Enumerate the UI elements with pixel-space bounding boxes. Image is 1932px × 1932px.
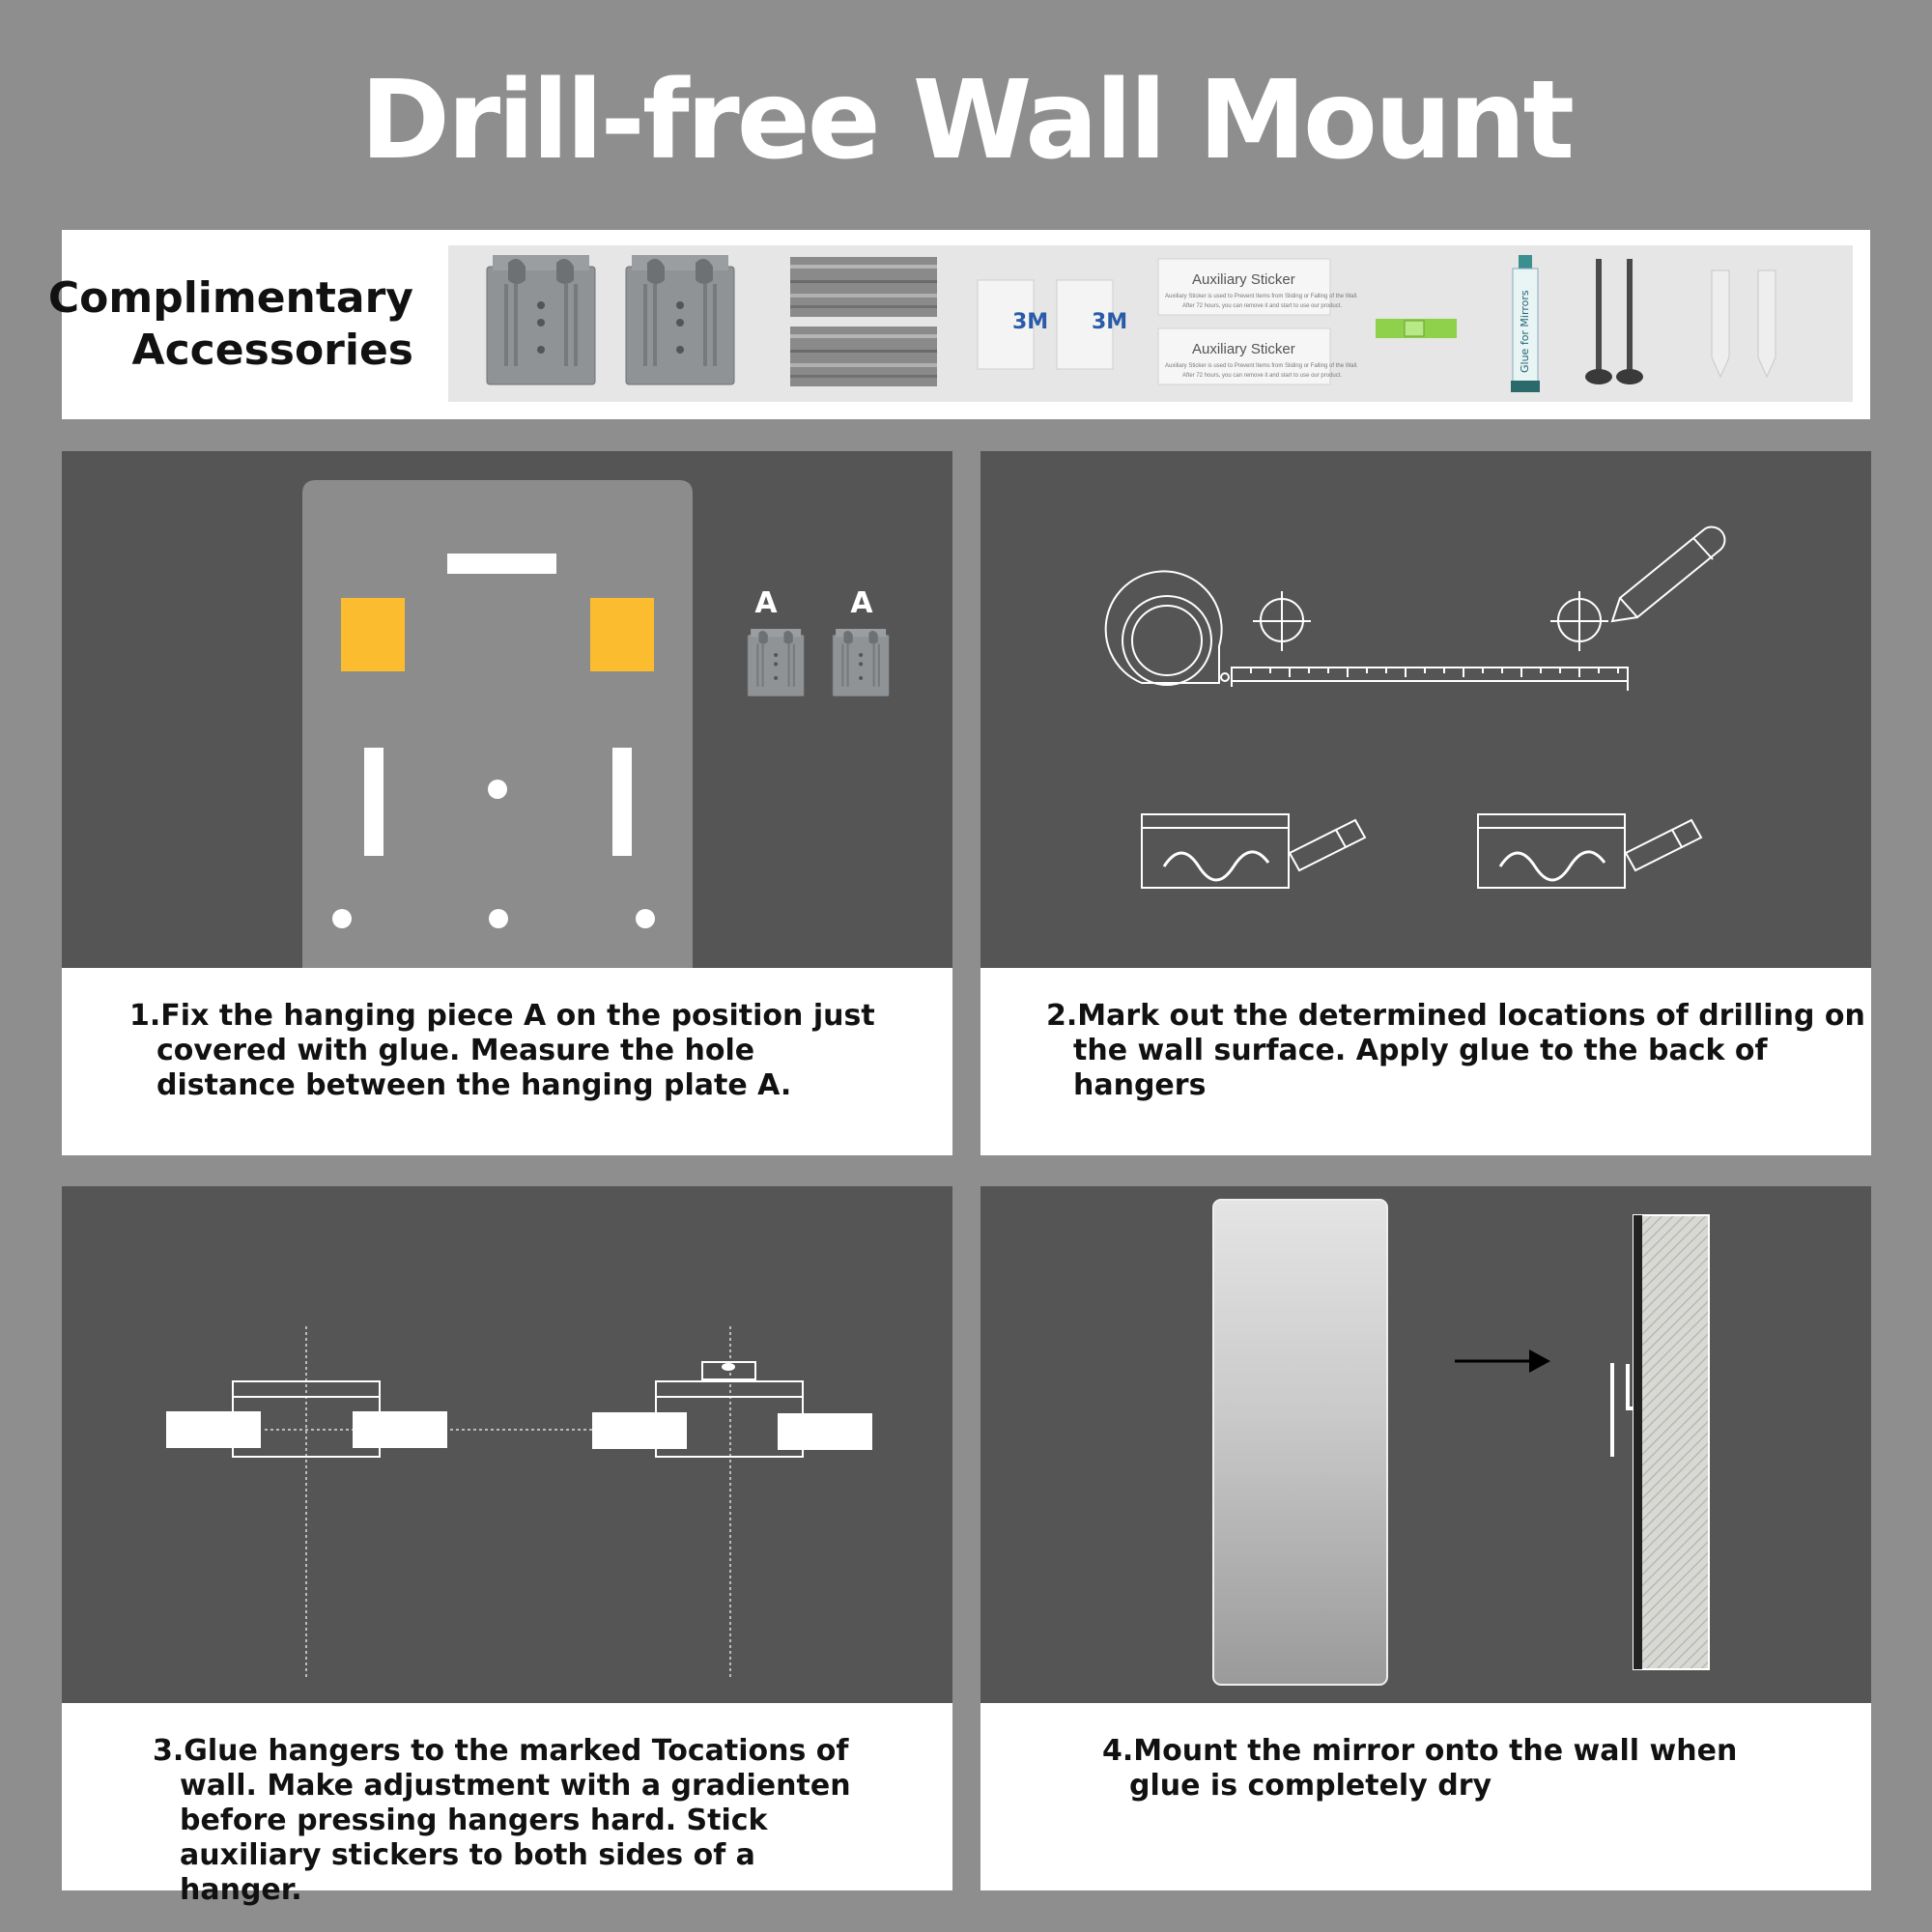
svg-text:Glue for Mirrors: Glue for Mirrors bbox=[1519, 290, 1531, 373]
step-2-panel bbox=[980, 451, 1871, 1155]
hanger-outline bbox=[233, 1362, 803, 1457]
tape-measure-icon bbox=[1106, 571, 1628, 691]
mirror-side-view bbox=[1612, 1215, 1709, 1669]
crosshair-icon bbox=[1253, 591, 1311, 651]
svg-text:After 72 hours, you can remove: After 72 hours, you can remove it and start to use our product. bbox=[1182, 303, 1343, 309]
piece-a-label: A bbox=[850, 586, 873, 620]
metal-strip-icon bbox=[790, 257, 937, 386]
hanger-hook-icon bbox=[1612, 1363, 1634, 1457]
mirror-front bbox=[1213, 1200, 1387, 1685]
step-2-caption: 2.Mark out the determined locations of drilling on the wall surface. Apply glue to the back of hangers bbox=[1046, 999, 1865, 1102]
hanger-plate-icon bbox=[833, 629, 889, 696]
arrow-right-icon bbox=[1455, 1350, 1550, 1373]
hanger-plate-icon bbox=[748, 629, 804, 696]
svg-text:3M: 3M bbox=[1012, 310, 1049, 334]
accessories-strip bbox=[448, 245, 1853, 402]
spirit-level-icon bbox=[1376, 319, 1457, 338]
hanger-plate-icon bbox=[487, 255, 595, 384]
piece-a-label: A bbox=[754, 586, 778, 620]
svg-text:3M: 3M bbox=[1092, 310, 1128, 334]
pencil-icon bbox=[1612, 527, 1724, 621]
svg-text:Auxiliary Sticker is used to P: Auxiliary Sticker is used to Prevent Items from Sliding or Falling of the Wall. bbox=[1165, 294, 1358, 299]
wall-plug-icon bbox=[1712, 270, 1776, 377]
accessories-heading-line2: Accessories bbox=[131, 326, 413, 375]
svg-text:Auxiliary Sticker: Auxiliary Sticker bbox=[1192, 341, 1295, 357]
hanger-glue-icon bbox=[1478, 814, 1701, 888]
svg-text:After 72 hours, you can remove: After 72 hours, you can remove it and start to use our product. bbox=[1182, 373, 1343, 379]
step-3-caption-box bbox=[62, 1703, 952, 1907]
glue-marker-right bbox=[590, 598, 654, 671]
accessories-banner bbox=[47, 230, 1870, 419]
step-1-caption: 1.Fix the hanging piece A on the position just covered with glue. Measure the hole distance between the hanging plate A. bbox=[129, 999, 875, 1102]
step-1-caption-box bbox=[62, 968, 952, 1155]
accessories-heading-line1: Complimentary bbox=[47, 273, 413, 323]
crosshair-icon bbox=[1550, 591, 1608, 651]
step-3-caption: 3.Glue hangers to the marked Tocations of wall. Make adjustment with a gradienten before pressing hangers hard. Stick auxiliary stickers to both sides of a hanger. bbox=[153, 1734, 851, 1907]
auxiliary-sticker-icon bbox=[1158, 259, 1358, 384]
step-2-illustration bbox=[980, 451, 1871, 968]
accessories-heading bbox=[48, 272, 413, 377]
glue-tube-icon bbox=[1511, 255, 1540, 392]
step-3-illustration bbox=[62, 1186, 952, 1703]
glue-marker-left bbox=[341, 598, 405, 671]
step-1-illustration bbox=[62, 451, 952, 968]
svg-text:Auxiliary Sticker: Auxiliary Sticker bbox=[1192, 271, 1295, 288]
mirror-back-plate bbox=[302, 480, 693, 968]
step-4-caption: 4.Mount the mirror onto the wall when glue is completely dry bbox=[1102, 1734, 1738, 1803]
step-1-panel bbox=[62, 451, 952, 1155]
step-2-caption-box bbox=[980, 968, 1871, 1155]
tape-pad-icon bbox=[978, 280, 1127, 369]
screw-icon bbox=[1585, 259, 1643, 384]
hanger-glue-icon bbox=[1142, 814, 1365, 888]
step-4-panel bbox=[980, 1186, 1871, 1890]
svg-text:Auxiliary Sticker is used to P: Auxiliary Sticker is used to Prevent Items from Sliding or Falling of the Wall. bbox=[1165, 363, 1358, 369]
step-4-caption-box bbox=[980, 1703, 1871, 1890]
step-4-illustration bbox=[980, 1186, 1871, 1703]
step-3-panel bbox=[62, 1186, 952, 1907]
page-title: Drill-free Wall Mount bbox=[359, 58, 1573, 184]
hanger-plate-icon bbox=[626, 255, 734, 384]
auxiliary-sticker bbox=[166, 1411, 872, 1450]
